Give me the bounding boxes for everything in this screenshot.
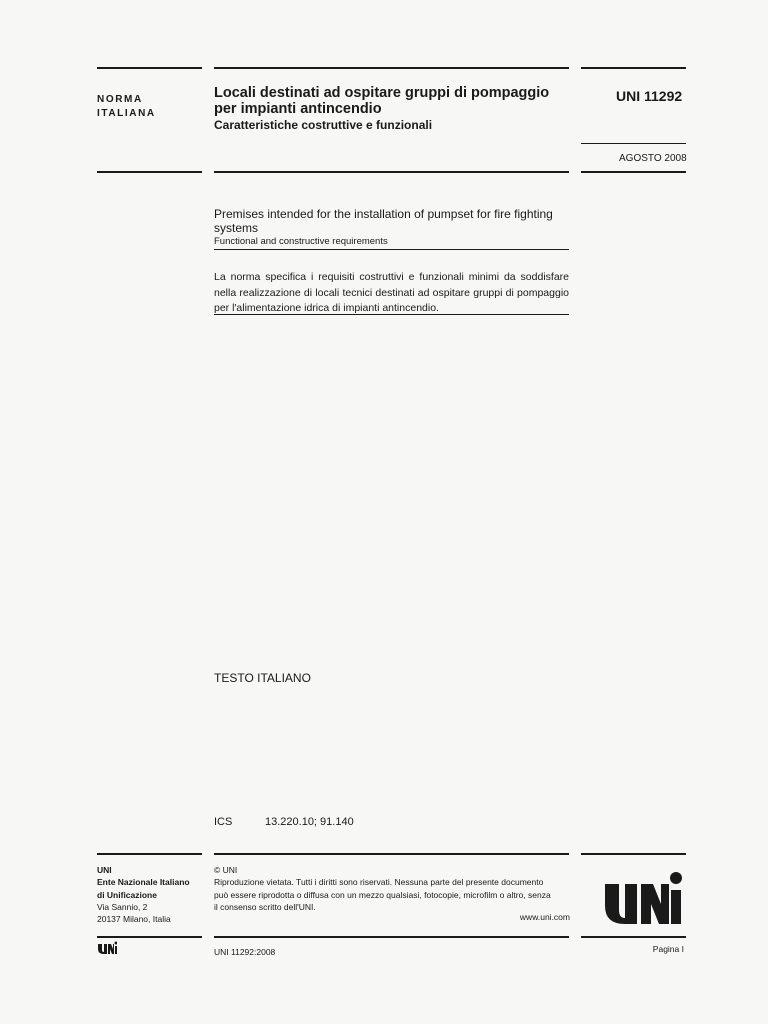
uni-logo-dot: [670, 872, 682, 884]
footer-doc-code: UNI 11292:2008: [214, 947, 276, 957]
footer-page-number: Pagina I: [652, 944, 684, 954]
uni-logo: [603, 866, 683, 926]
organization-abbr: UNI: [97, 865, 112, 875]
ics-value: 13.220.10; 91.140: [265, 816, 354, 828]
organization-name-line1: Ente Nazionale Italiano: [97, 877, 190, 888]
norma-label-line2: ITALIANA: [97, 108, 156, 119]
website-link[interactable]: www.uni.com: [519, 912, 570, 922]
english-title: Premises intended for the installation of pumpset for fire fighting systems: [214, 207, 553, 235]
section-rule-left: [97, 171, 202, 173]
uni-logo-n: [641, 884, 669, 924]
header-rule-center: [214, 67, 569, 69]
footer-rule-right: [581, 853, 686, 855]
document-subtitle: Caratteristiche costruttive e funzionali: [214, 118, 433, 132]
section-rule-center: [214, 171, 569, 173]
copyright-symbol: © UNI: [214, 865, 238, 875]
date-rule: [581, 143, 686, 144]
uni-logo-u-right: [625, 884, 637, 924]
abstract-text: La norma specifica i requisiti costruttivi e funzionali minimi da soddisfare nella realizzazione di locali tecnici destinati ad ospitare gruppi di pompaggio per l'alimentazione idrica di impianti antincendio.: [214, 271, 569, 314]
footer-rule-left: [97, 853, 202, 855]
ics-label: ICS: [214, 816, 233, 828]
organization-address-line2: 20137 Milano, Italia: [97, 914, 171, 925]
copyright-notice: [214, 864, 574, 913]
bottom-rule-left: [97, 936, 202, 938]
uni-logo-u: [605, 884, 625, 924]
document-title: Locali destinati ad ospitare gruppi di pompaggio per impianti antincendio: [214, 85, 550, 117]
header-rule-left: [97, 67, 202, 69]
copyright-line2: può essere riprodotta o diffusa con un mezzo qualsiasi, fotocopie, microfilm o altro, senza: [214, 889, 551, 900]
organization-info: [97, 864, 190, 925]
organization-address-line1: Via Sannio, 2: [97, 901, 148, 912]
copyright-line1: Riproduzione vietata. Tutti i diritti sono riservati. Nessuna parte del presente documento: [214, 877, 544, 888]
abstract-rule: [214, 314, 569, 315]
organization-name-line2: di Unificazione: [97, 889, 157, 900]
footer-rule-center: [214, 853, 569, 855]
uni-small-logo: [97, 940, 117, 954]
header-rule-right: [581, 67, 686, 69]
english-rule: [214, 249, 569, 250]
standard-code: UNI 11292: [616, 88, 683, 104]
norma-italiana-label: [97, 93, 156, 121]
bottom-rule-right: [581, 936, 686, 938]
copyright-line3: il consenso scritto dell'UNI.: [214, 901, 316, 912]
bottom-rule-center: [214, 936, 569, 938]
section-rule-right: [581, 171, 686, 173]
uni-logo-i: [671, 890, 681, 924]
language-note: TESTO ITALIANO: [214, 671, 311, 685]
norma-label-line1: NORMA: [97, 94, 143, 105]
publication-date: AGOSTO 2008: [619, 153, 687, 164]
english-subtitle: Functional and constructive requirements: [214, 236, 388, 247]
